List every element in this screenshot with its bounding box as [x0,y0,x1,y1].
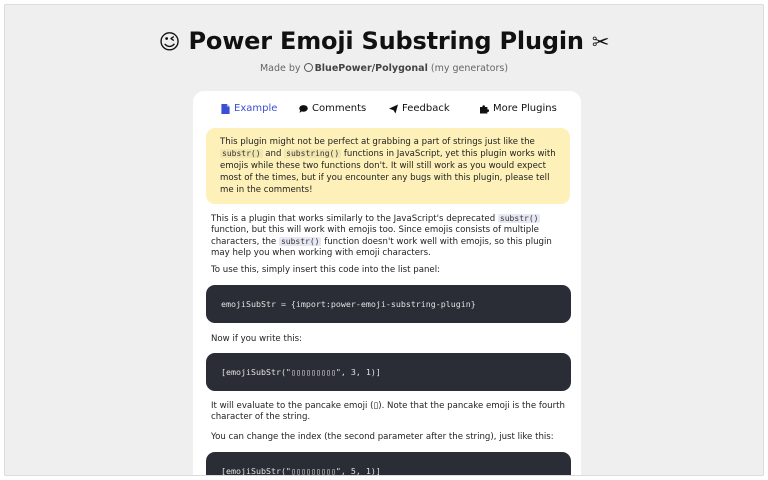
intro-paragraph [211,213,571,259]
result-paragraph: It will evaluate to the pancake emoji (▯). Note that the pancake emoji is the fourth character of the string. [211,401,565,422]
wink-emoji: 😉 [158,30,181,54]
example-paragraph: Now if you write this: [211,334,303,344]
paragraph-text: function doesn't work well with emojis, so this plugin may help you when working with emoji characters. [211,237,552,258]
tab-more-plugins-label: More Plugins [493,103,557,114]
file-icon [221,104,230,114]
content-card [193,91,581,476]
tab-more-plugins[interactable] [480,103,557,114]
tab-example-label: Example [234,103,278,114]
page-title-text: Power Emoji Substring Plugin [188,27,584,55]
page-frame [4,4,764,476]
usage-paragraph: To use this, simply insert this code into the list panel: [211,265,440,275]
author-suffix: (my generators) [430,63,509,74]
author-logo-icon [304,63,313,72]
warning-notice [206,128,570,204]
code-block-example[interactable]: [emojiSubStr("▯▯▯▯▯▯▯▯▯", 3, 1)] [206,353,571,391]
inline-code: substr() [499,214,539,223]
byline [5,63,763,74]
notice-text: functions in JavaScript, yet this plugin works with emojis while these two functions don't. It will still work as you would expect most of the times, but if you encounter any bugs with this plugin, please tell me in the comments! [220,149,556,195]
author-link[interactable]: BluePower/Polygonal [314,63,428,74]
tab-comments-label: Comments [312,103,367,114]
tab-example[interactable] [221,103,277,114]
scissors-icon: ✂ [591,30,610,54]
tab-feedback-label: Feedback [402,103,450,114]
page-title [5,27,763,55]
code-block-import[interactable]: emojiSubStr = {import:power-emoji-substring-plugin} [206,285,571,323]
made-by-label: Made by [259,63,301,74]
notice-text: and [265,149,282,159]
paragraph-text: This is a plugin that works similarly to the JavaScript's deprecated [211,214,496,224]
code-block-index[interactable]: [emojiSubStr("▯▯▯▯▯▯▯▯▯", 5, 1)] [206,452,571,476]
paragraph-text: function, but this will work with emojis too. Since emojis consists of multiple characters, the [211,225,539,247]
tab-comments[interactable] [299,103,366,114]
paper-plane-icon [389,104,398,114]
tab-feedback[interactable] [389,103,450,114]
index-paragraph: You can change the index (the second parameter after the string), just like this: [211,432,554,442]
puzzle-icon [480,104,489,114]
inline-code: substr() [222,149,261,158]
inline-code: substr() [280,237,320,246]
tab-bar [193,103,581,119]
comment-icon [299,104,308,114]
inline-code: substring() [286,149,340,158]
notice-text: This plugin might not be perfect at grabbing a part of strings just like the [220,137,535,147]
